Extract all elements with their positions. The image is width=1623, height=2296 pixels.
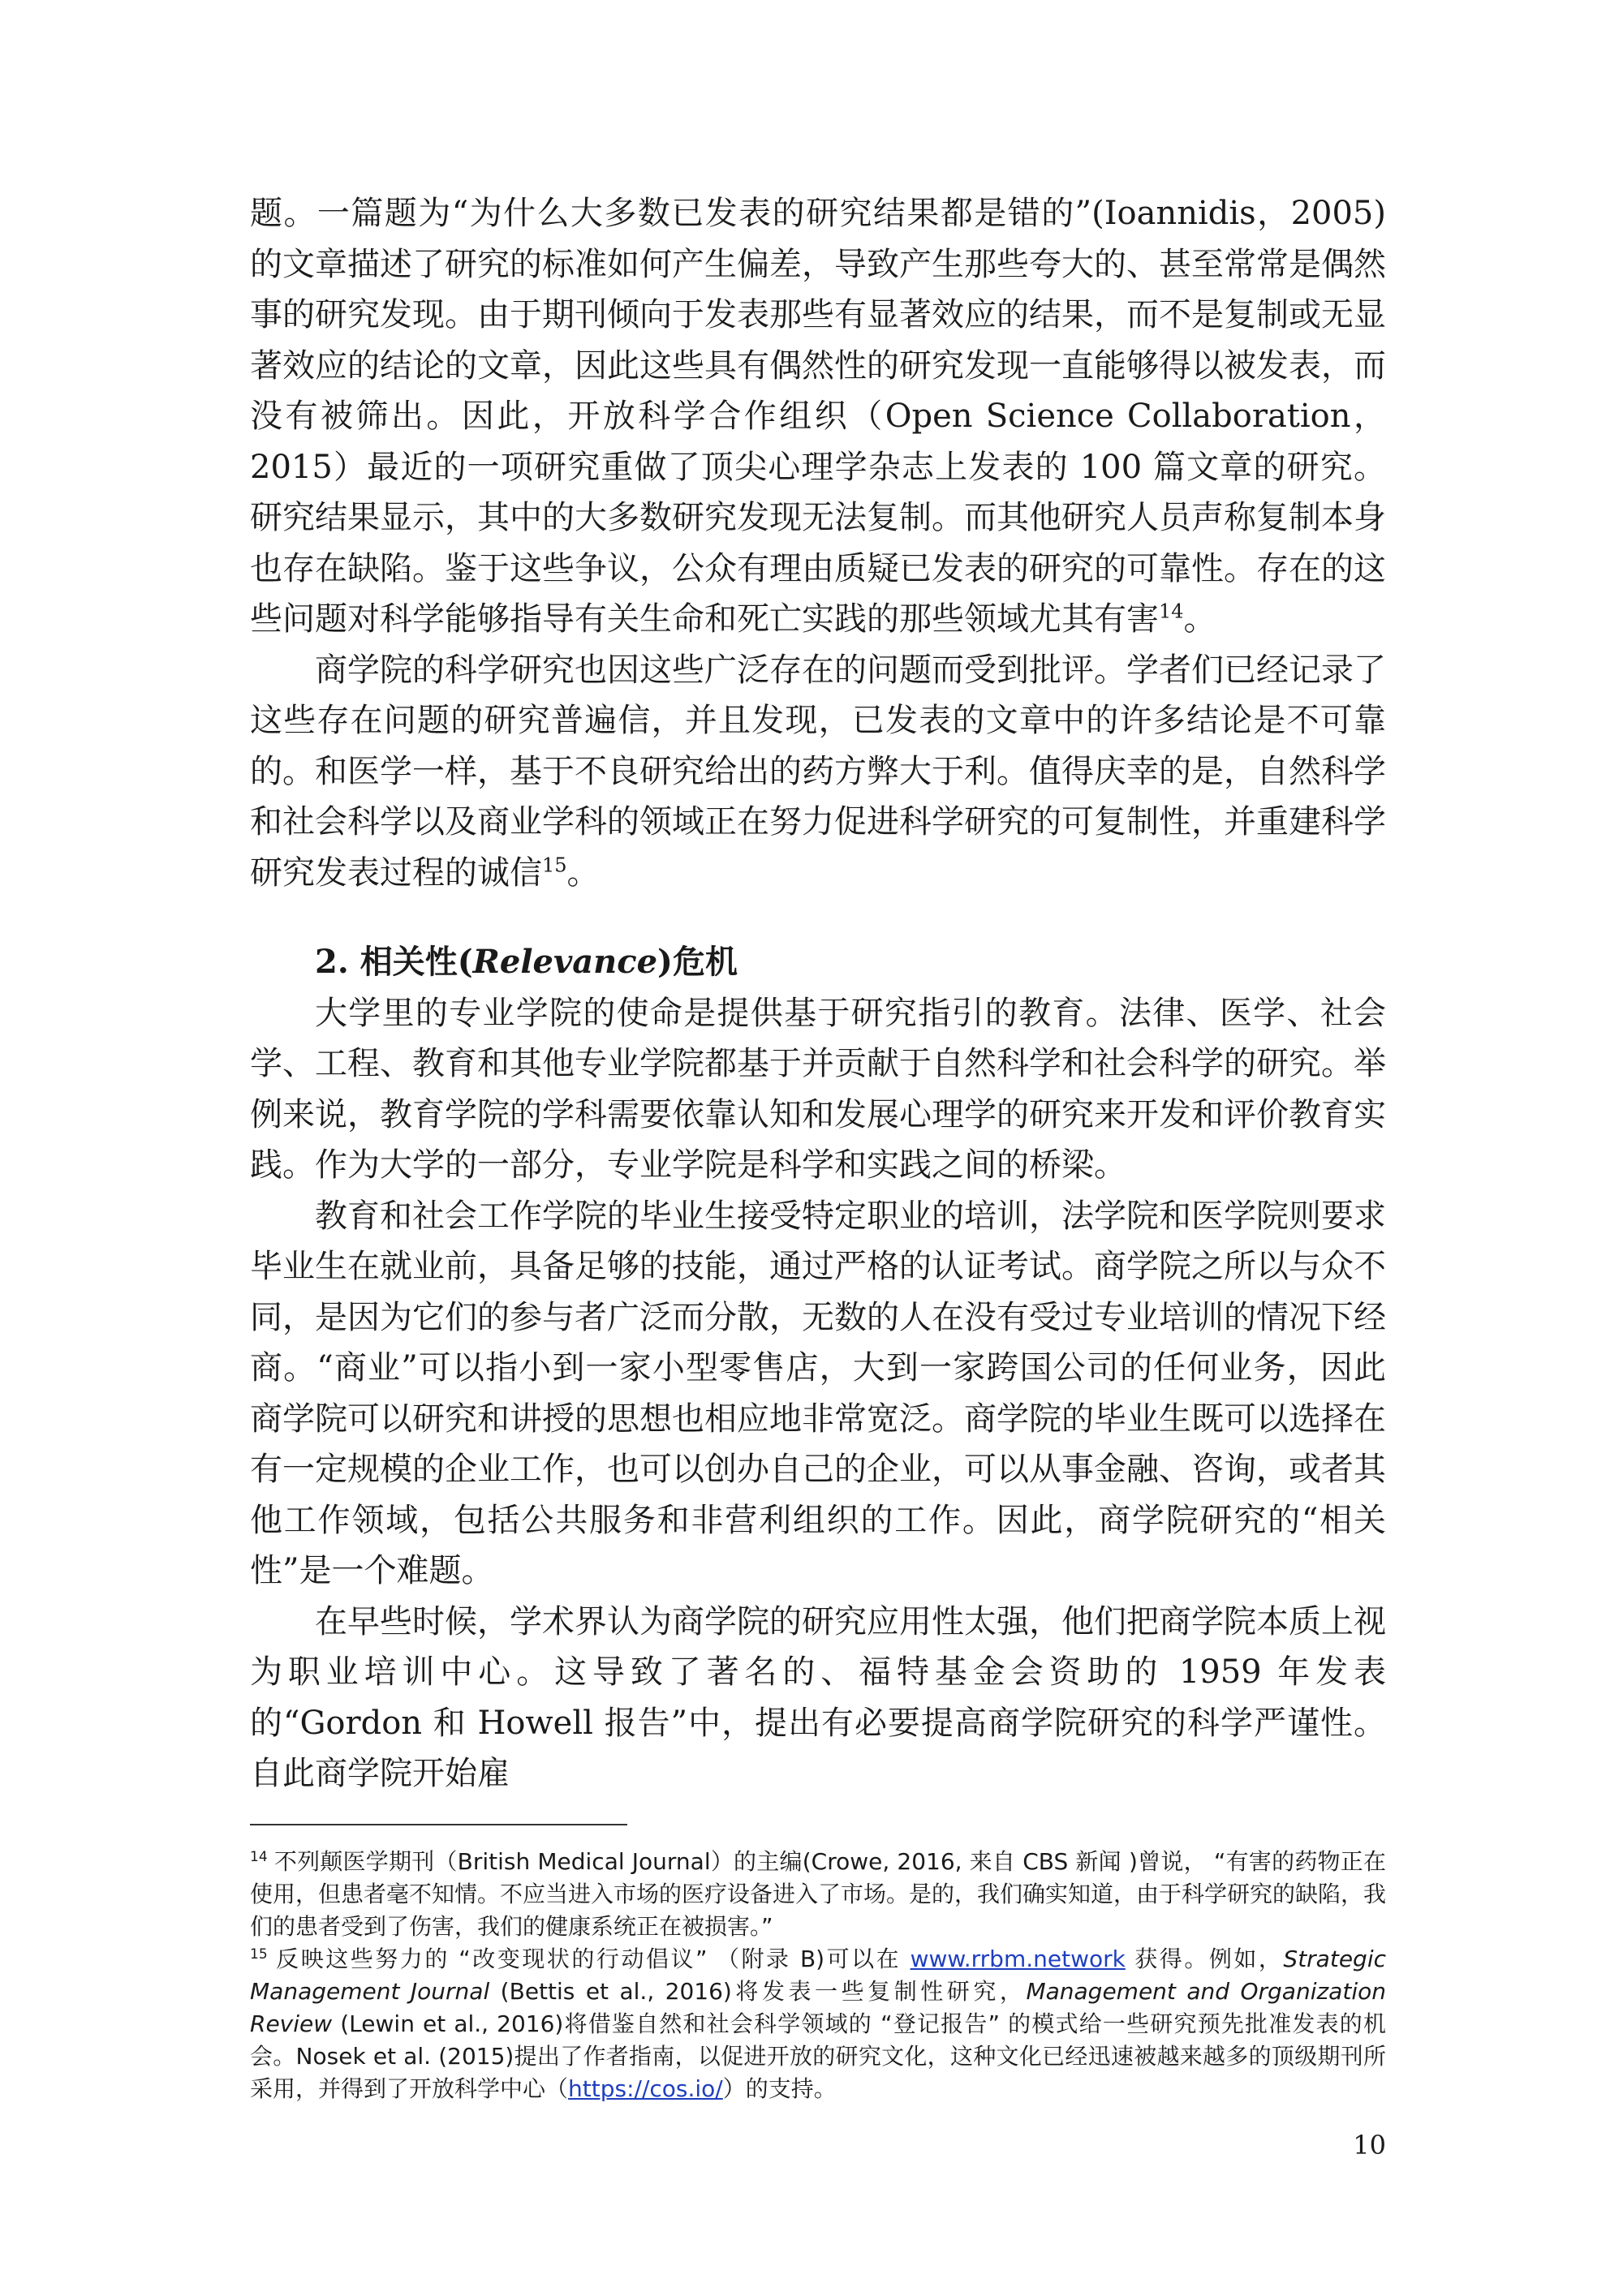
footnote-ref-14[interactable]: 14 [1159, 600, 1184, 623]
paragraph-5: 在早些时候，学术界认为商学院的研究应用性太强，他们把商学院本质上视为职业培训中心。这导致了著名的、福特基金会资助的 1959 年发表的“Gordon 和 Howell 报告”中，提出有必要提高商学院研究的科学严谨性。自此商学院开始雇 [250, 1602, 1386, 1792]
footnote-divider [250, 1824, 627, 1825]
footnote-ref-15[interactable]: 15 [542, 853, 567, 877]
page-number: 10 [1353, 2130, 1386, 2161]
footnote-15: $^{15}$ 反映这些努力的 “改变现状的行动倡议” （附录 B)可以在 www.rrbm.network 获得。例如，Strategic Management Journal (Bettis et al., 2016)将发表一些复制性研究，Management and Organization Review (Lewin et al., 2016)将借鉴自然和社会科学领域的 “登记报告” 的模式给一些研究预先批准发表的机会。Nosek et al. (2015)提出了作者指南，以促进开放的研究文化，这种文化已经迅速被越来越多的顶级期刊所采用，并得到了开放科学中心（https://cos.io/）的支持。 [250, 1946, 1386, 2102]
body-text [250, 188, 1386, 1799]
footnote-14: $^{14}$ 不列颠医学期刊（British Medical Journal）的主编(Crowe, 2016, 来自 CBS 新闻 )曾说， “有害的药物正在使用，但患者毫不知情。不应当进入市场的医疗设备进入了市场。是的，我们确实知道，由于科学研究的缺陷，我们的患者受到了伤害，我们的健康系统正在被损害。” [250, 1848, 1387, 1940]
footnotes [250, 1846, 1386, 2105]
section-heading: 2. 相关性(Relevance)危机 [315, 943, 738, 981]
rrbm-link[interactable]: www.rrbm.network [910, 1946, 1126, 1972]
cos-link[interactable]: https://cos.io/ [568, 2075, 723, 2102]
paragraph-2: 商学院的科学研究也因这些广泛存在的问题而受到批评。学者们已经记录了这些存在问题的研究普遍信，并且发现，已发表的文章中的许多结论是不可靠的。和医学一样，基于不良研究给出的药方弊大于利。值得庆幸的是，自然科学和社会科学以及商业学科的领域正在努力促进科学研究的可复制性，并重建科学研究发表过程的诚信$^{15}$。 [250, 651, 1386, 892]
paragraph-1: 题。一篇题为“为什么大多数已发表的研究结果都是错的”(Ioannidis，2005)的文章描述了研究的标准如何产生偏差，导致产生那些夸大的、甚至常常是偶然事的研究发现。由于期刊倾向于发表那些有显著效应的结果，而不是复制或无显著效应的结论的文章，因此这些具有偶然性的研究发现一直能够得以被发表，而没有被筛出。因此，开放科学合作组织（Open Science Collaboration，2015）最近的一项研究重做了顶尖心理学杂志上发表的 100 篇文章的研究。研究结果显示，其中的大多数研究发现无法复制。而其他研究人员声称复制本身也存在缺陷。鉴于这些争议，公众有理由质疑已发表的研究的可靠性。存在的这些问题对科学能够指导有关生命和死亡实践的那些领域尤其有害$^{14}$。 [250, 195, 1386, 638]
paragraph-4: 教育和社会工作学院的毕业生接受特定职业的培训，法学院和医学院则要求毕业生在就业前，具备足够的技能，通过严格的认证考试。商学院之所以与众不同，是因为它们的参与者广泛而分散，无数的人在没有受过专业培训的情况下经商。“商业”可以指小到一家小型零售店，大到一家跨国公司的任何业务，因此商学院可以研究和讲授的思想也相应地非常宽泛。商学院的毕业生既可以选择在有一定规模的企业工作，也可以创办自己的企业，可以从事金融、咨询，或者其他工作领域，包括公共服务和非营利组织的工作。因此，商学院研究的“相关性”是一个难题。 [250, 1197, 1386, 1589]
paragraph-3: 大学里的专业学院的使命是提供基于研究指引的教育。法律、医学、社会学、工程、教育和其他专业学院都基于并贡献于自然科学和社会科学的研究。举例来说，教育学院的学科需要依靠认知和发展心理学的研究来开发和评价教育实践。作为大学的一部分，专业学院是科学和实践之间的桥梁。 [250, 994, 1386, 1184]
